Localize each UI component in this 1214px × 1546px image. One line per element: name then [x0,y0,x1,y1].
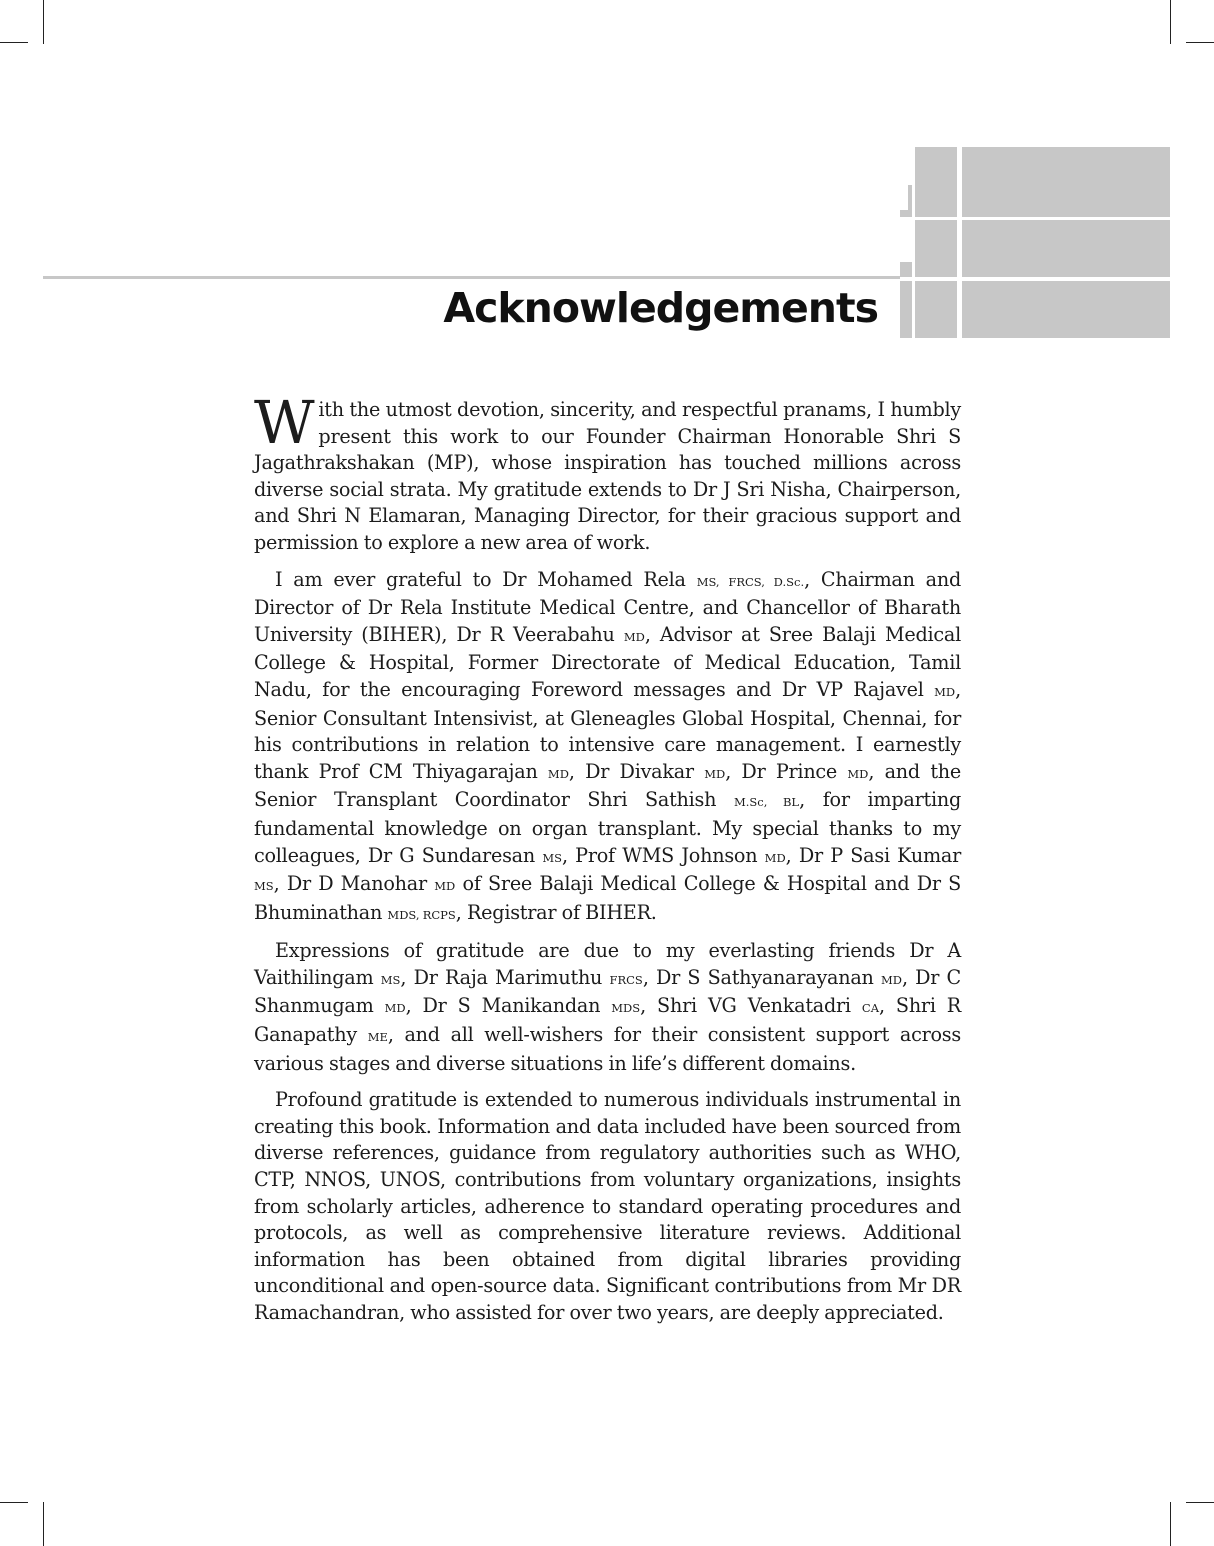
paragraph-text: , and the Senior Transplant Coordinator Shri Sathish [254,759,961,812]
paragraph-text: , Dr Divakar [568,759,705,783]
degree-abbreviation: MS [254,879,274,894]
degree-abbreviation: ME [367,1030,388,1045]
paragraph-text: I am ever grateful to Dr Mohamed Rela [275,567,697,591]
degree-abbreviation: MS [380,972,401,987]
crop-mark-bottom-left [43,1502,44,1546]
paragraph [254,938,961,1077]
degree-abbreviation: MDS [611,1001,641,1016]
paragraph-text: , Dr Raja Marimuthu [400,965,610,989]
degree-abbreviation: MD [764,850,786,865]
paragraph-text: , Dr C Shanmugam [254,965,961,1018]
degree-abbreviation: MD [847,766,869,781]
degree-abbreviation: MD [547,766,569,781]
paragraph [254,388,961,557]
degree-abbreviation: FRCS [609,972,643,987]
paragraph-text: Expressions of gratitude are due to my everlasting friends Dr A Vaithilingam [254,939,961,989]
degree-abbreviation: MD [704,766,726,781]
paragraph-text: Profound gratitude is extended to numerous individuals instrumental in creating this book. Information and data included have been sourced from diverse references, guidance from regulatory authorities such as WHO, CTP, NNOS, UNOS, contributions from voluntary organizations, insights from scholarly articles, adherence to standard operating procedures and protocols, as well as comprehensive literature reviews. Additional information has been obtained from digital libraries providing unconditional and open-source data. Significant contributions from Mr DR Ramachandran, who assisted for over two years, are deeply appreciated. [254,1088,961,1324]
paragraph-text: , Chairman and Director of Dr Rela Institute Medical Centre, and Chancellor of Bharath University (BIHER), Dr R Veerabahu [254,567,961,646]
paragraph [254,567,961,929]
crop-mark-bottom-right [1170,1502,1171,1546]
degree-abbreviation: MD [880,972,902,987]
degree-abbreviation: MD [384,1001,406,1016]
degree-abbreviation: CA [861,1001,879,1016]
degree-abbreviation: MDS, RCPS [387,907,456,922]
paragraph-text: ith the utmost devotion, sincerity, and respectful pranams, I humbly present this work to our Founder Chairman Honorable Shri S Jagathrakshakan (MP), whose inspiration has touched millions across diverse social strata. My gratitude extends to Dr J Sri Nisha, Chairperson, and Shri N Elamaran, Managing Director, for their gracious support and permission to explore a new area of work. [254,398,961,554]
paragraph-text: , Dr Prince [725,759,848,783]
crop-mark-bottom-right [1186,1502,1214,1503]
paragraph [254,1087,961,1326]
crop-mark-top-left [0,42,28,43]
body-text [254,388,962,1337]
paragraph-text: , Dr S Manikandan [405,994,612,1018]
paragraph-text: , Dr D Manohar [273,872,435,896]
paragraph-text: , Advisor at Sree Balaji Medical College & Hospital, Former Directorate of Medical Education, Tamil Nadu, for the encouraging Foreword messages and Dr VP Rajavel [254,622,962,701]
paragraph-text: , Shri VG Venkatadri [640,994,862,1018]
paragraph-text: , Shri R Ganapathy [254,994,961,1047]
degree-abbreviation: MS, FRCS, D.Sc. [696,574,805,589]
crop-mark-top-right [1186,42,1214,43]
header-rule [43,276,900,279]
crop-mark-top-right [1170,0,1171,44]
crop-mark-top-left [43,0,44,44]
paragraph-text: , Prof WMS Johnson [561,843,765,867]
degree-abbreviation: MD [434,879,456,894]
degree-abbreviation: M.Sc, BL [734,795,800,810]
paragraph-text: , for imparting fundamental knowledge on organ transplant. My special thanks to my colleagues, Dr G Sundaresan [254,788,961,867]
drop-cap: W [254,388,315,457]
paragraph-text: , Senior Consultant Intensivist, at Gleneagles Global Hospital, Chennai, for his contributions in relation to intensive care management. I earnestly thank Prof CM Thiyagarajan [254,677,961,783]
paragraph-text: of Sree Balaji Medical College & Hospital and Dr S Bhuminathan [254,872,961,924]
paragraph-text: , and all well-wishers for their consistent support across various stages and diverse situations in life’s different domains. [254,1023,961,1075]
paragraph-text: , Registrar of BIHER. [455,900,657,924]
page-title: Acknowledgements [443,284,878,332]
degree-abbreviation: MS [542,850,562,865]
degree-abbreviation: MD [623,629,645,644]
crop-mark-bottom-left [0,1502,28,1503]
paragraph-text: , Dr S Sathyanarayanan [642,965,881,989]
paragraph-text: , Dr P Sasi Kumar [785,843,962,867]
degree-abbreviation: MD [934,684,956,699]
